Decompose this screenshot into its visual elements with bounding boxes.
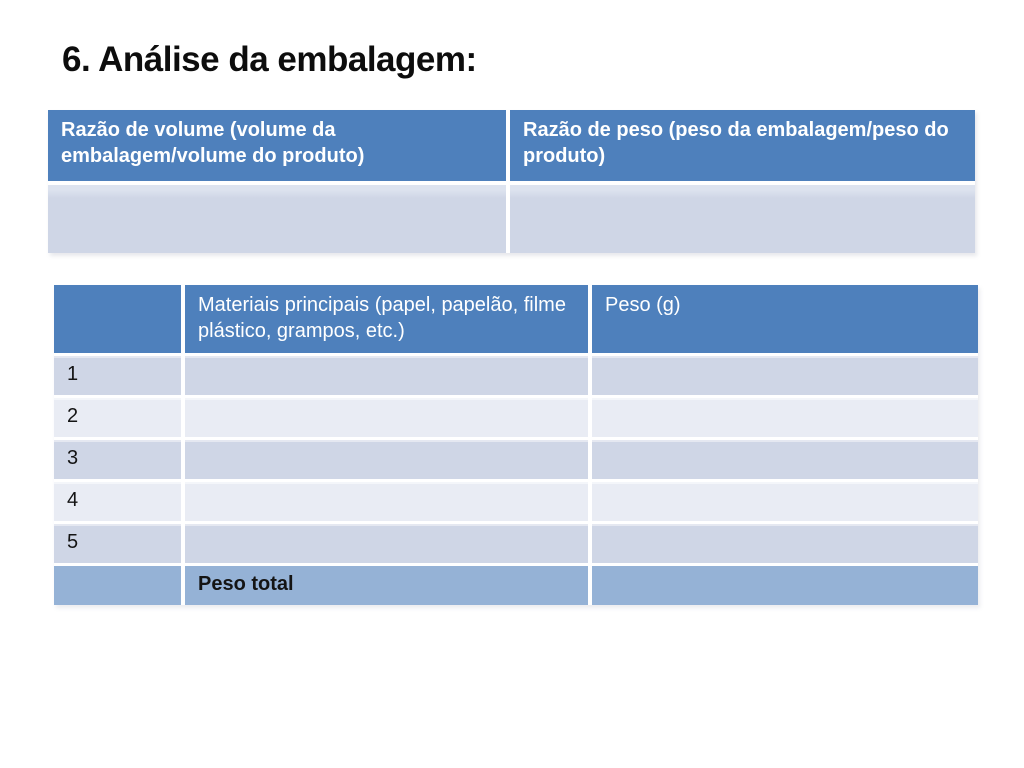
- row-3-weight-cell: [592, 440, 978, 479]
- row-2-material-cell: [185, 398, 588, 437]
- row-2-weight-cell: [592, 398, 978, 437]
- row-1-number-cell: 1: [54, 356, 181, 395]
- ratio-table: [48, 110, 975, 253]
- ratio-volume-value-cell: [48, 185, 506, 253]
- total-row-value-cell: [592, 566, 978, 605]
- row-3-number-cell: 3: [54, 440, 181, 479]
- materials-table: [54, 285, 978, 605]
- row-1-material-cell: [185, 356, 588, 395]
- row-5-number-cell: 5: [54, 524, 181, 563]
- row-1-weight-cell: [592, 356, 978, 395]
- materials-table-header-index: [54, 285, 181, 353]
- row-2-number-cell: 2: [54, 398, 181, 437]
- row-4-weight-cell: [592, 482, 978, 521]
- total-row-label: Peso total: [185, 566, 588, 605]
- materials-table-header-materials: Materiais principais (papel, papelão, filme plástico, grampos, etc.): [185, 285, 588, 353]
- row-5-weight-cell: [592, 524, 978, 563]
- ratio-peso-value-cell: [510, 185, 975, 253]
- slide-title: 6. Análise da embalagem:: [62, 40, 477, 79]
- row-4-number-cell: 4: [54, 482, 181, 521]
- ratio-table-header-peso: Razão de peso (peso da embalagem/peso do produto): [510, 110, 975, 181]
- row-3-material-cell: [185, 440, 588, 479]
- row-4-material-cell: [185, 482, 588, 521]
- total-row-index-cell: [54, 566, 181, 605]
- row-5-material-cell: [185, 524, 588, 563]
- materials-table-header-weight: Peso (g): [592, 285, 978, 353]
- ratio-table-header-volume: Razão de volume (volume da embalagem/volume do produto): [48, 110, 506, 181]
